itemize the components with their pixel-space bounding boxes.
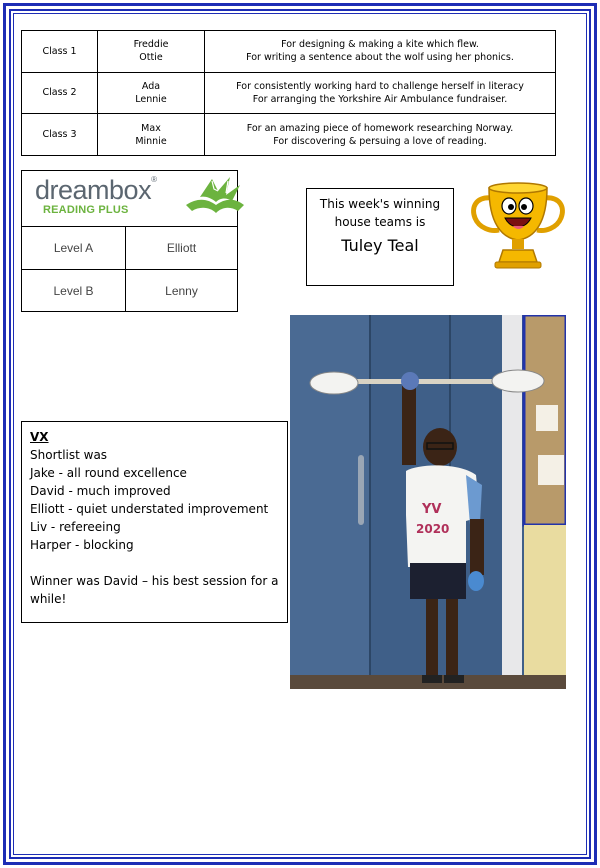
- table-row: [22, 31, 556, 73]
- names-cell: [98, 114, 205, 156]
- class-cell: Class 2: [22, 72, 98, 114]
- class-awards-table: [21, 30, 556, 156]
- student-photo: [290, 315, 566, 689]
- reason-cell: [205, 72, 556, 114]
- class-cell: Class 3: [22, 114, 98, 156]
- class-cell: Class 1: [22, 31, 98, 73]
- dreambox-logo: dreambox® READING PLUS: [22, 171, 237, 227]
- table-row: [22, 72, 556, 114]
- award-reason: For designing & making a kite which flew.: [281, 39, 479, 51]
- pupil-name: Ada: [141, 80, 161, 92]
- award-reason: For an amazing piece of homework researching Norway.: [246, 122, 514, 134]
- house-winner-team: Tuley Teal: [341, 236, 419, 255]
- shortlist-heading: Shortlist was: [30, 448, 108, 462]
- shirt-text: YV: [422, 502, 442, 517]
- pupil-name: Lennie: [135, 93, 167, 105]
- names-cell: [98, 31, 205, 73]
- vx-panel: [21, 421, 288, 623]
- house-winner-box: [306, 188, 454, 286]
- reason-cell: [205, 114, 556, 156]
- dreambox-logo-word: dreambox: [35, 175, 152, 205]
- level-cell: Level A: [22, 227, 126, 270]
- reason-cell: [205, 31, 556, 73]
- pupil-cell: Elliott: [166, 241, 197, 255]
- level-cell: Level B: [22, 270, 126, 313]
- pupil-name: Minnie: [135, 135, 167, 147]
- list-item: Jake - all round excellence: [30, 466, 187, 480]
- pupil-name: Ottie: [139, 52, 163, 64]
- vx-winner: Winner was David – his best session for a while!: [30, 574, 279, 606]
- pupil-name: Freddie: [133, 39, 169, 51]
- dreambox-levels-table: [22, 227, 237, 312]
- pupil-cell: Lenny: [126, 270, 238, 313]
- book-bird-icon: [182, 175, 246, 219]
- list-item: Elliott - quiet understated improvement: [30, 502, 269, 516]
- dreambox-logo-subtitle: READING PLUS: [43, 204, 129, 216]
- award-reason: For discovering & persuing a love of reading.: [273, 135, 487, 147]
- vx-title: VX: [30, 430, 49, 444]
- names-cell: [98, 72, 205, 114]
- dreambox-panel: [21, 170, 238, 312]
- list-item: David - much improved: [30, 484, 171, 498]
- list-item: Harper - blocking: [30, 538, 134, 552]
- list-item: Liv - refereeing: [30, 520, 121, 534]
- shirt-year: 2020: [416, 522, 450, 536]
- pupil-name: Max: [141, 122, 161, 134]
- table-row: [22, 270, 237, 313]
- award-reason: For arranging the Yorkshire Air Ambulance fundraiser.: [252, 93, 508, 105]
- trophy-icon: [469, 176, 567, 272]
- house-winner-line: This week's winning: [319, 197, 441, 211]
- table-row: [22, 227, 237, 270]
- house-winner-line: house teams is: [334, 215, 426, 229]
- table-row: [22, 114, 556, 156]
- award-reason: For writing a sentence about the wolf using her phonics.: [246, 52, 514, 64]
- award-reason: For consistently working hard to challenge herself in literacy: [236, 80, 524, 92]
